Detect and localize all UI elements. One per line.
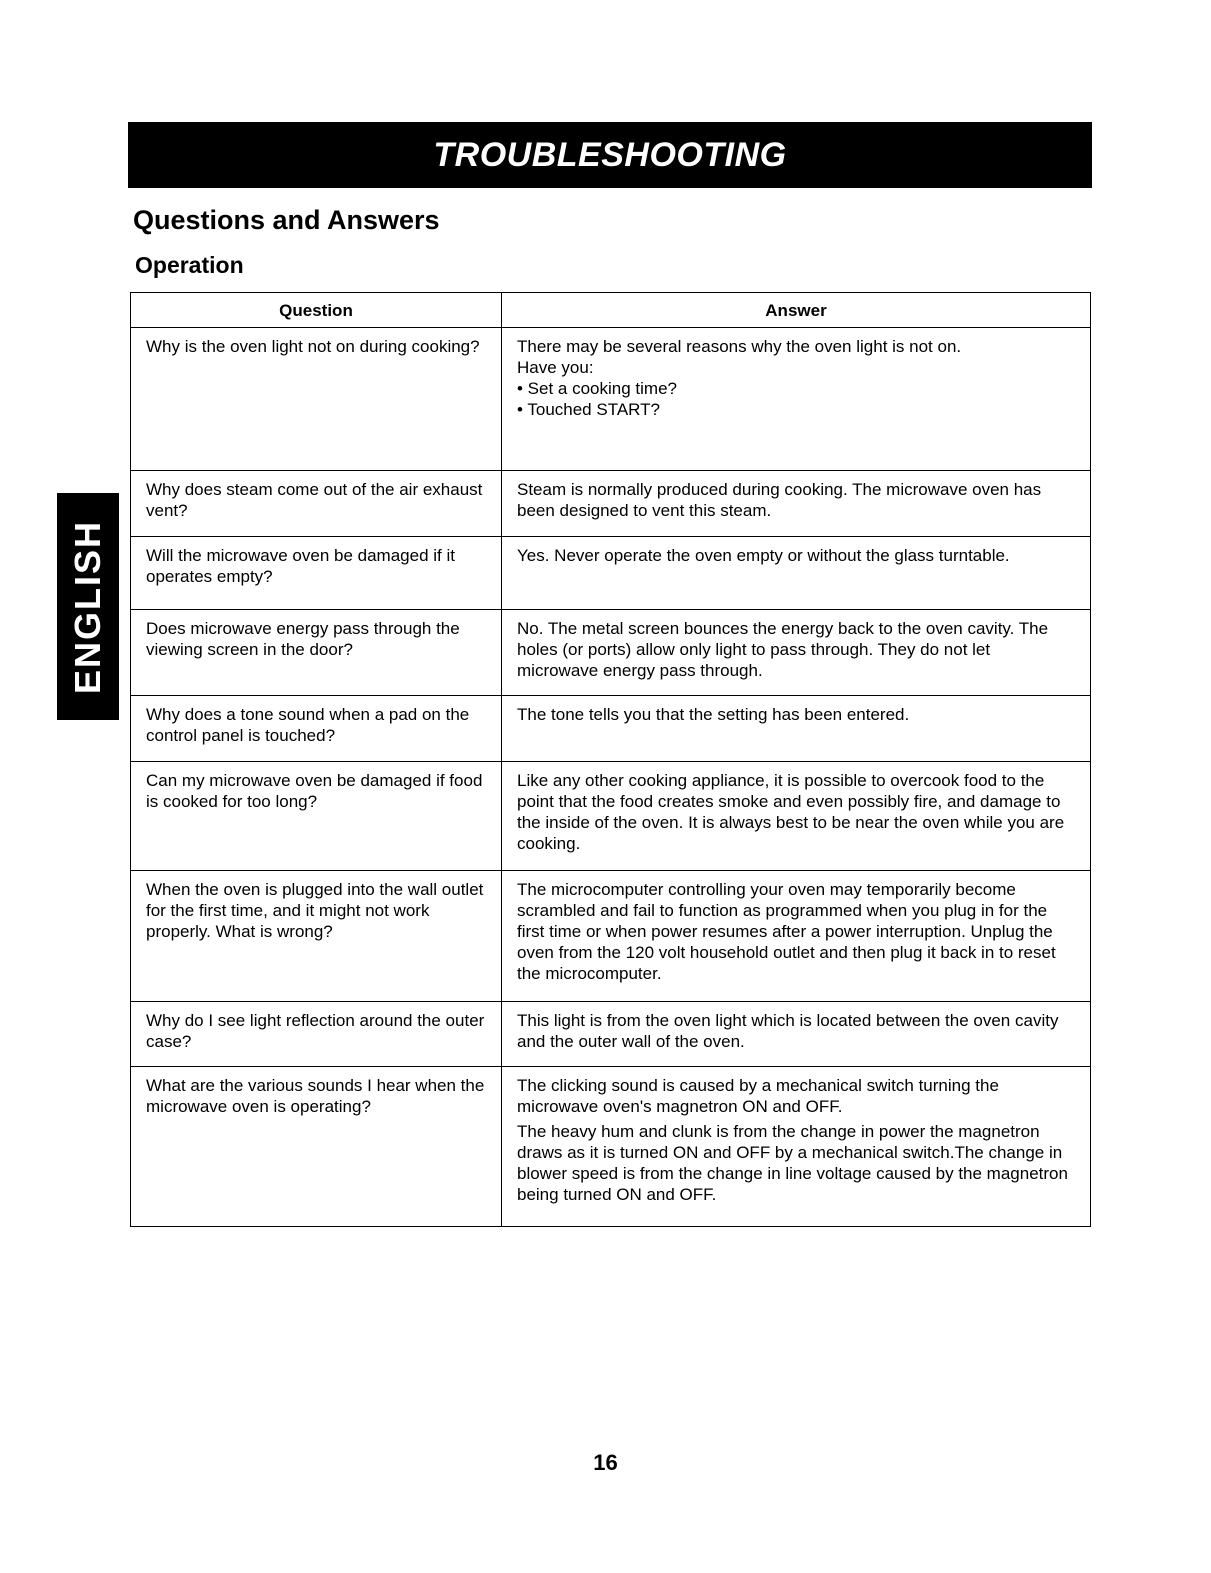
answer-paragraph xyxy=(517,704,1076,725)
answer-line: • Touched START? xyxy=(517,400,660,419)
answer-paragraph xyxy=(517,1075,1076,1117)
question-cell: Why does steam come out of the air exhaust vent? xyxy=(131,471,502,537)
answer-cell xyxy=(502,471,1091,537)
answer-line: The heavy hum and clunk is from the change in power the magnetron draws as it is turned ON and OFF by a mechanical switch.The change in blower speed is from the change in line voltage caused by the magnetron being turned ON and OFF. xyxy=(517,1122,1068,1204)
answer-column-header: Answer xyxy=(502,293,1091,328)
answer-line: The clicking sound is caused by a mechanical switch turning the microwave oven's magnetron ON and OFF. xyxy=(517,1076,999,1116)
answer-line: Have you: xyxy=(517,358,594,377)
section-heading: Questions and Answers xyxy=(133,205,440,235)
question-cell: What are the various sounds I hear when the microwave oven is operating? xyxy=(131,1067,502,1227)
question-cell: Why do I see light reflection around the outer case? xyxy=(131,1002,502,1067)
answer-line: • Set a cooking time? xyxy=(517,379,677,398)
question-cell: Does microwave energy pass through the viewing screen in the door? xyxy=(131,610,502,696)
answer-paragraph xyxy=(517,545,1076,566)
language-side-tab-label: ENGLISH xyxy=(67,519,109,694)
qa-table xyxy=(130,292,1091,1227)
table-row xyxy=(131,696,1091,762)
answer-line: No. The metal screen bounces the energy back to the oven cavity. The holes (or ports) allow only light to pass through. They do not let microwave energy pass through. xyxy=(517,619,1049,680)
answer-paragraph xyxy=(517,618,1076,681)
answer-paragraph xyxy=(517,770,1076,854)
question-column-header: Question xyxy=(131,293,502,328)
answer-line: The tone tells you that the setting has been entered. xyxy=(517,705,910,724)
question-cell: When the oven is plugged into the wall outlet for the first time, and it might not work properly. What is wrong? xyxy=(131,871,502,1002)
qa-table-body xyxy=(131,328,1091,1227)
language-side-tab xyxy=(57,493,119,720)
answer-line: This light is from the oven light which is located between the oven cavity and the outer wall of the oven. xyxy=(517,1011,1059,1051)
table-row xyxy=(131,471,1091,537)
answer-paragraph xyxy=(517,879,1076,984)
question-cell: Why is the oven light not on during cooking? xyxy=(131,328,502,471)
qa-table-header-row xyxy=(131,293,1091,328)
answer-line: Yes. Never operate the oven empty or without the glass turntable. xyxy=(517,546,1010,565)
answer-cell xyxy=(502,696,1091,762)
table-row xyxy=(131,762,1091,871)
table-row xyxy=(131,871,1091,1002)
troubleshooting-banner: TROUBLESHOOTING xyxy=(128,122,1092,188)
answer-cell xyxy=(502,1002,1091,1067)
answer-line: Steam is normally produced during cooking. The microwave oven has been designed to vent this steam. xyxy=(517,480,1042,520)
table-row xyxy=(131,1002,1091,1067)
question-cell: Will the microwave oven be damaged if it operates empty? xyxy=(131,537,502,610)
answer-line: The microcomputer controlling your oven may temporarily become scrambled and fail to function as programmed when you plug in for the first time or when power resumes after a power interruption. Unplug the oven from the 120 volt household outlet and then plug it back in to reset the microcomputer. xyxy=(517,880,1056,983)
answer-cell xyxy=(502,610,1091,696)
table-row xyxy=(131,610,1091,696)
answer-paragraph xyxy=(517,479,1076,521)
answer-cell xyxy=(502,762,1091,871)
table-row xyxy=(131,328,1091,471)
question-cell: Why does a tone sound when a pad on the control panel is touched? xyxy=(131,696,502,762)
question-cell: Can my microwave oven be damaged if food is cooked for too long? xyxy=(131,762,502,871)
answer-line: Like any other cooking appliance, it is possible to overcook food to the point that the food creates smoke and even possibly fire, and damage to the inside of the oven. It is always best to be near the oven while you are cooking. xyxy=(517,771,1065,853)
table-row xyxy=(131,537,1091,610)
answer-paragraph xyxy=(517,1121,1076,1205)
page-number: 16 xyxy=(593,1450,618,1475)
answer-cell xyxy=(502,871,1091,1002)
answer-cell xyxy=(502,537,1091,610)
answer-cell xyxy=(502,1067,1091,1227)
answer-paragraph xyxy=(517,1010,1076,1052)
answer-line: There may be several reasons why the oven light is not on. xyxy=(517,337,962,356)
table-row xyxy=(131,1067,1091,1227)
answer-cell xyxy=(502,328,1091,471)
answer-paragraph xyxy=(517,336,1076,420)
subsection-heading: Operation xyxy=(135,252,244,278)
